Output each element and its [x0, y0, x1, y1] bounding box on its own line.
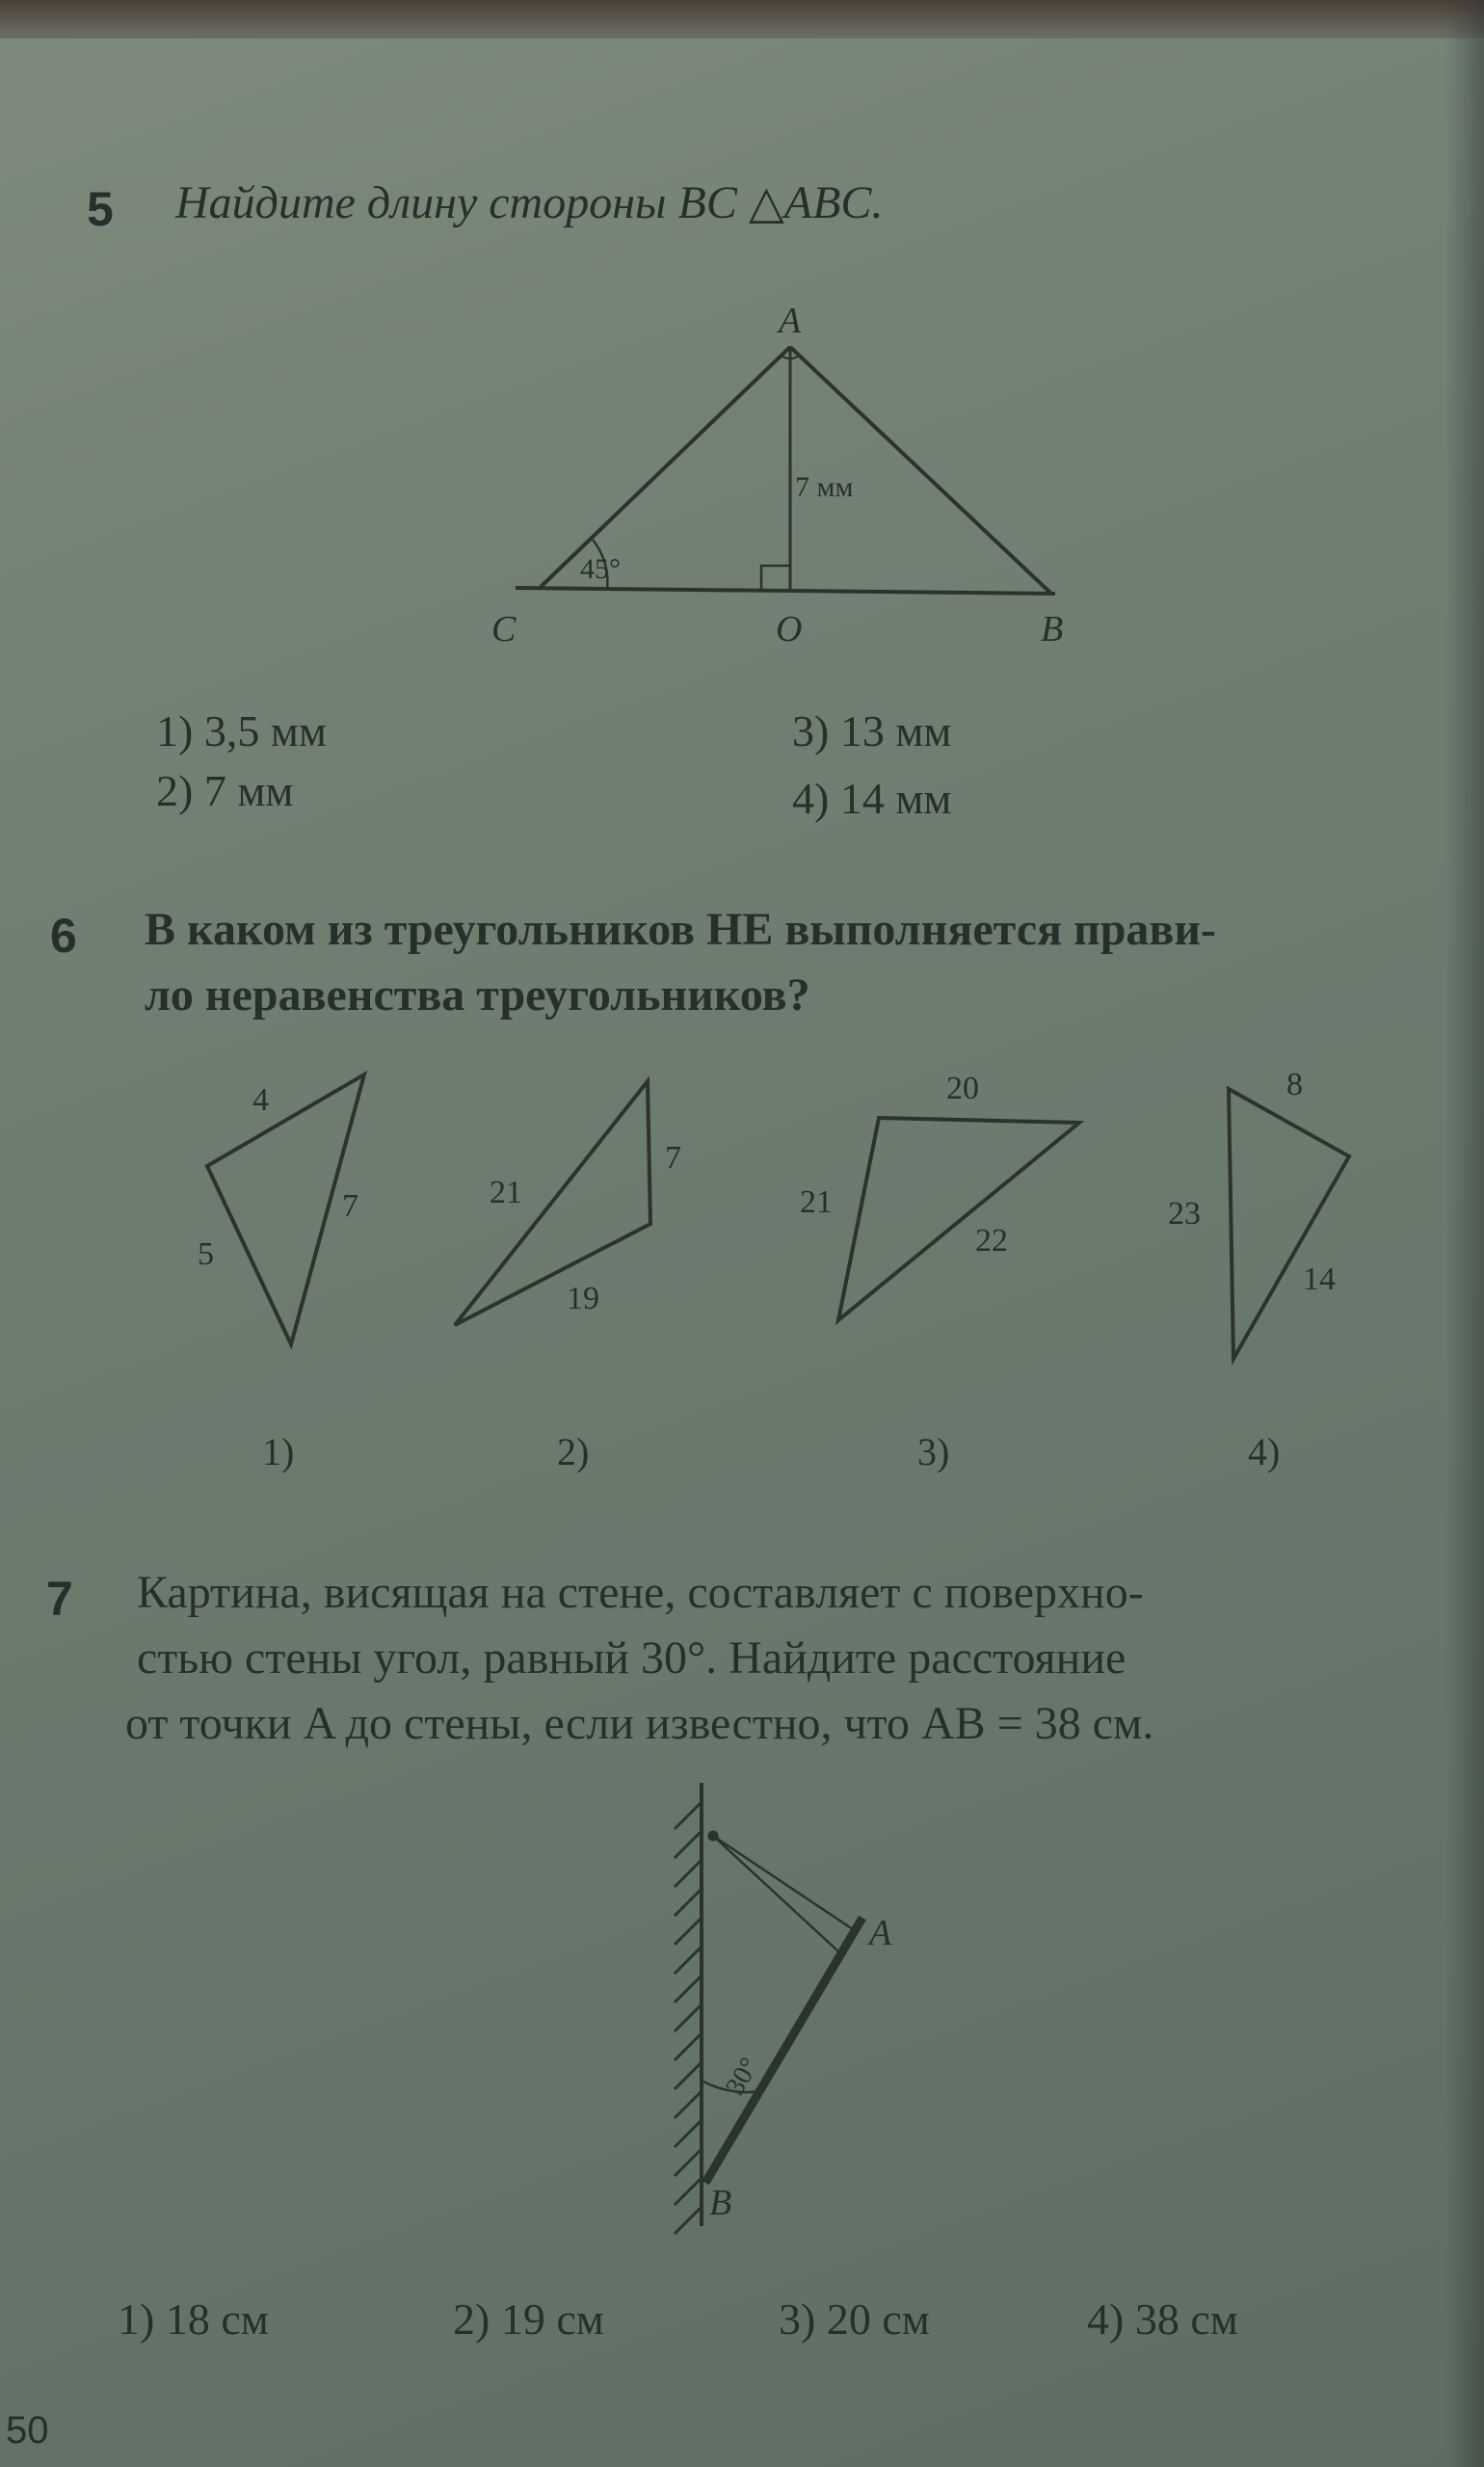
page-number: 50 — [6, 2409, 49, 2452]
triangle-3 — [838, 1118, 1079, 1320]
label-A: A — [869, 1913, 892, 1953]
right-angle-mark — [761, 566, 790, 591]
photo-top-edge — [0, 0, 1484, 39]
label-B: B — [709, 2183, 732, 2223]
t3-side-a: 20 — [946, 1071, 979, 1106]
string-1 — [713, 1836, 853, 1929]
q7-text-line2: стью стены угол, равный 30°. Найдите расстояние — [137, 1632, 1126, 1684]
q7-option-1[interactable]: 1) 18 см — [118, 2295, 269, 2344]
q7-option-3[interactable]: 3) 20 см — [779, 2295, 930, 2344]
triangle-1 — [207, 1074, 364, 1344]
height-label: 7 мм — [795, 471, 854, 503]
label-A: A — [779, 301, 802, 341]
t1-side-c: 7 — [342, 1188, 358, 1224]
photo-right-shadow — [1445, 0, 1484, 2467]
side-CA — [540, 347, 790, 588]
q6-text-line2: ло неравенства треугольников? — [145, 969, 810, 1021]
t2-side-c: 19 — [567, 1281, 599, 1316]
q6-number: 6 — [50, 909, 77, 963]
q7-text-line3: от точки A до стены, если известно, что AB = 38 см. — [125, 1698, 1154, 1749]
q5-option-1[interactable]: 1) 3,5 мм — [156, 706, 328, 756]
q5-option-2[interactable]: 2) 7 мм — [156, 766, 294, 815]
t1-side-a: 4 — [252, 1082, 269, 1118]
label-O: O — [776, 609, 803, 650]
t2-side-b: 7 — [665, 1140, 681, 1176]
t3-side-b: 21 — [800, 1184, 833, 1220]
t4-label: 4) — [1248, 1430, 1281, 1473]
q6-triangles-figure — [0, 1050, 1445, 1494]
angle-label: 30° — [720, 2053, 765, 2101]
label-C: C — [491, 609, 517, 650]
angle-label: 45° — [580, 553, 621, 585]
q5-option-4[interactable]: 4) 14 мм — [792, 774, 952, 823]
t4-side-a: 8 — [1286, 1067, 1303, 1102]
q7-option-4[interactable]: 4) 38 см — [1087, 2295, 1238, 2344]
nail — [708, 1831, 718, 1841]
t4-side-b: 23 — [1168, 1196, 1201, 1232]
triangle-4 — [1229, 1089, 1349, 1359]
t4-side-c: 14 — [1303, 1261, 1336, 1297]
t2-side-a: 21 — [490, 1175, 522, 1210]
q5-number: 5 — [87, 182, 114, 236]
triangle-2 — [455, 1081, 650, 1325]
q7-option-2[interactable]: 2) 19 см — [453, 2295, 604, 2344]
t3-label: 3) — [917, 1430, 950, 1473]
q5-triangle-figure — [463, 289, 1099, 655]
q7-number: 7 — [46, 1572, 73, 1626]
t1-label: 1) — [262, 1430, 295, 1473]
side-AB — [790, 347, 1050, 593]
t3-side-c: 22 — [975, 1223, 1008, 1259]
t2-label: 2) — [557, 1430, 590, 1473]
q7-wall-picture-figure — [617, 1773, 925, 2255]
string-2 — [713, 1836, 838, 1951]
q6-text-line1: В каком из треугольников НЕ выполняется прави- — [145, 904, 1216, 955]
side-CB — [516, 588, 1055, 594]
t1-side-b: 5 — [198, 1236, 214, 1272]
q7-text-line1: Картина, висящая на стене, составляет с поверхно- — [137, 1567, 1144, 1618]
q5-option-3[interactable]: 3) 13 мм — [792, 706, 952, 756]
q5-text: Найдите длину стороны BC △ABC. — [175, 177, 884, 228]
picture-AB — [705, 1918, 862, 2183]
label-B: B — [1041, 609, 1064, 650]
wall-hatching — [675, 1783, 702, 2234]
